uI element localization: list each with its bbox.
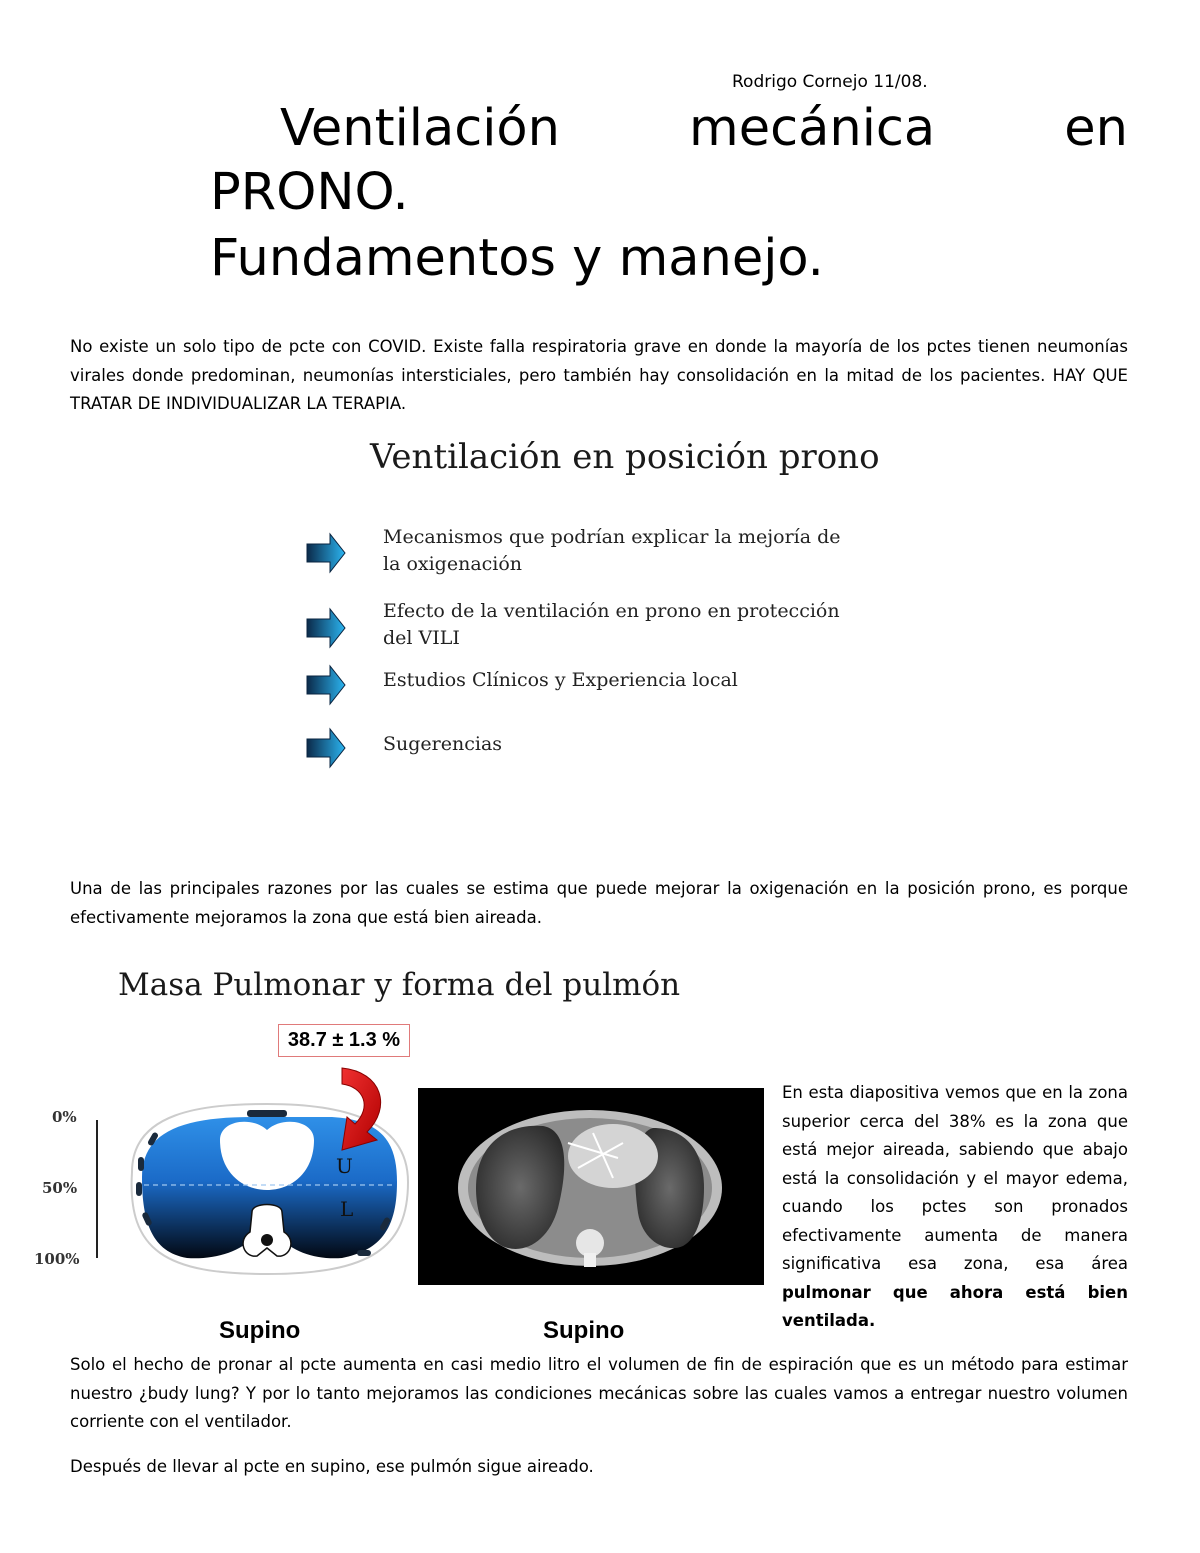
arrow-right-icon (306, 664, 346, 706)
slide1-bullet-text: Mecanismos que podrían explicar la mejoría de la oxigenación (383, 526, 841, 575)
percentage-box (278, 1024, 410, 1057)
slide1-bullet (306, 664, 738, 706)
slide1-bullet (306, 526, 841, 575)
slide1-bullet-text: Efecto de la ventilación en prono en protección del VILI (383, 600, 840, 649)
lung-mass-diagram (92, 1062, 422, 1282)
title-word: mecánica (689, 99, 936, 158)
arrow-right-icon (306, 727, 346, 769)
percentage-value: 38.7 ± 1.3 % (287, 1029, 401, 1051)
author-line: Rodrigo Cornejo 11/08. (732, 72, 928, 92)
zone-label-upper: U (336, 1154, 353, 1178)
scale-label: 0% (52, 1108, 77, 1126)
arrow-right-icon (306, 532, 346, 574)
slide1-bullet-text: Sugerencias (383, 733, 503, 755)
scale-label: 100% (34, 1250, 80, 1268)
paragraph-oxygenation: Una de las principales razones por las cuales se estima que puede mejorar la oxigenación en la posición prono, es porque efectivamente mejoramos la zona que está bien aireada. (70, 879, 1128, 927)
paragraph-fin-espiracion: Solo el hecho de pronar al pcte aumenta en casi medio litro el volumen de fin de espiración que es un método para estimar nuestro ¿budy lung? Y por lo tanto mejoramos las condiciones mecánicas sobre las cuales vamos a entregar nuestro volumen corriente con el ventilador. (70, 1355, 1128, 1431)
document-title-line-3: Fundamentos y manejo. (210, 229, 824, 288)
document-title-line-1 (210, 96, 1128, 162)
zone-label-lower: L (340, 1197, 354, 1221)
caption-supino-1: Supino (219, 1317, 301, 1344)
scale-label: 50% (42, 1179, 78, 1197)
slide1-bullet (306, 727, 503, 769)
slide1-bullet (306, 600, 840, 649)
title-word: en (1064, 99, 1128, 158)
slide1-title: Ventilación en posición prono (370, 437, 880, 477)
slide1-bullet-text: Estudios Clínicos y Experiencia local (383, 669, 738, 691)
arrow-right-icon (306, 607, 346, 649)
document-title-line-2: PRONO. (210, 163, 409, 222)
side-explanation (782, 1079, 1128, 1336)
ct-scan-image (418, 1088, 764, 1285)
paragraph-intro: No existe un solo tipo de pcte con COVID. Existe falla respiratoria grave en donde la mayoría de los pctes tienen neumonías virales donde predominan, neumonías intersticiales, pero también hay consolidación en la mitad de los pacientes. HAY QUE TRATAR DE INDIVIDUALIZAR LA TERAPIA. (70, 337, 1128, 413)
side-text-bold: pulmonar que ahora está bien ventilada. (782, 1282, 1128, 1330)
paragraph-supino: Después de llevar al pcte en supino, ese pulmón sigue aireado. (70, 1457, 594, 1476)
title-word: Ventilación (280, 99, 560, 158)
side-text: En esta diapositiva vemos que en la zona superior cerca del 38% es la zona que está mejor aireada, sabiendo que abajo está la consolidación y el mayor edema, cuando los pctes son pronados efectivamente aumenta de manera significativa esa zona, esa área (782, 1083, 1128, 1273)
caption-supino-2: Supino (543, 1317, 625, 1344)
slide2-title: Masa Pulmonar y forma del pulmón (118, 967, 681, 1003)
